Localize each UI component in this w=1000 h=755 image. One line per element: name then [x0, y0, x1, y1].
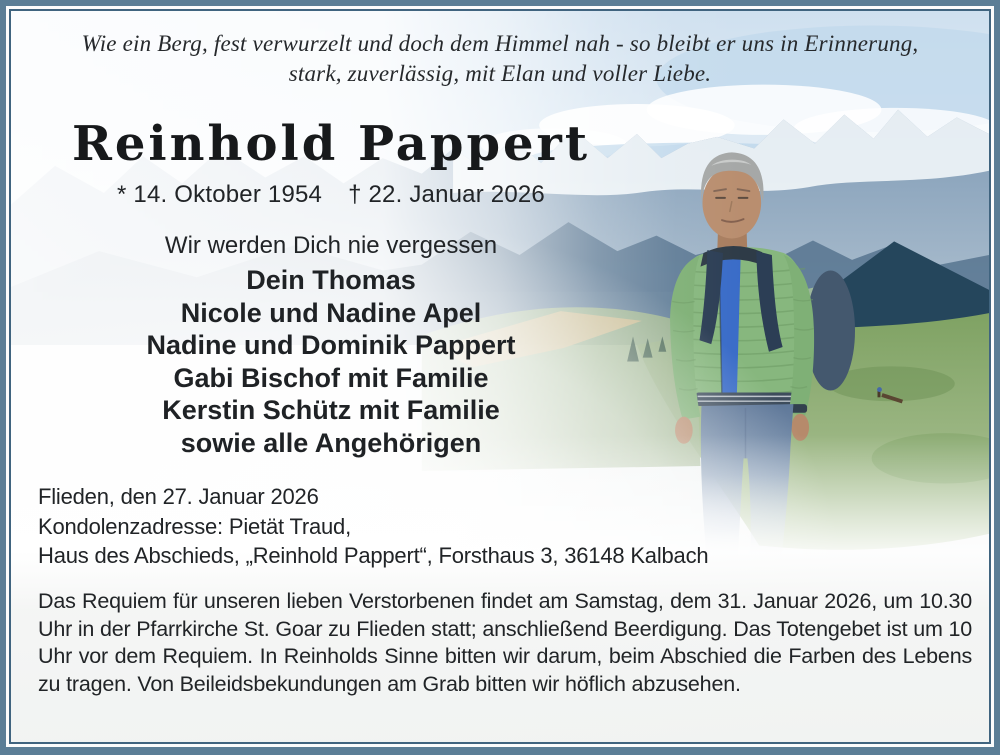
funeral-announcement: Das Requiem für unseren lieben Verstorbenen findet am Samstag, dem 31. Januar 2026, um 10.30 Uhr in der Pfarrkirche St. Goar zu Flieden statt; anschließend Beerdigung. Das Totengebet ist um 10 Uhr vor dem Requiem. In Reinholds Sinne bitten wir darum, beim Abschied die Farben des Lebens zu tragen. Von Beileidsbekundungen am Grab bitten wir höflich abzusehen.	[38, 589, 972, 696]
mourner-line: sowie alle Angehörigen	[180, 427, 482, 458]
mourner-line: Nicole und Nadine Apel	[180, 297, 482, 328]
birth-date: * 14. Oktober 1954	[117, 181, 323, 208]
life-dates	[11, 181, 651, 209]
quote-line-2: stark, zuverlässig, mit Elan und voller Liebe.	[288, 61, 712, 86]
frame-white-band	[6, 6, 994, 747]
mourner-line: Kerstin Schütz mit Familie	[162, 395, 500, 425]
text-layer	[11, 11, 989, 742]
dateline: Flieden, den 27. Januar 2026	[38, 484, 319, 509]
quote-line-1: Wie ein Berg, fest verwurzelt und doch dem Himmel nah - so bleibt er uns in Erinnerung,	[81, 31, 919, 56]
farewell-line: Wir werden Dich nie vergessen	[164, 232, 498, 259]
deceased-name: Reinhold Pappert	[71, 116, 590, 172]
condolence-address-line-2: Haus des Abschieds, „Reinhold Pappert“, Forsthaus 3, 36148 Kalbach	[38, 543, 709, 568]
condolence-address-line-1: Kondolenzadresse: Pietät Traud,	[38, 513, 352, 539]
mourner-line: Nadine und Dominik Pappert	[146, 330, 516, 360]
mourners-list	[11, 264, 651, 459]
memorial-quote	[11, 29, 989, 89]
address-block	[38, 482, 758, 571]
notice-content	[9, 9, 991, 744]
mourner-line: Gabi Bischof mit Familie	[173, 362, 489, 393]
mourner-line: Dein Thomas	[246, 265, 416, 295]
death-date: † 22. Januar 2026	[348, 181, 545, 208]
